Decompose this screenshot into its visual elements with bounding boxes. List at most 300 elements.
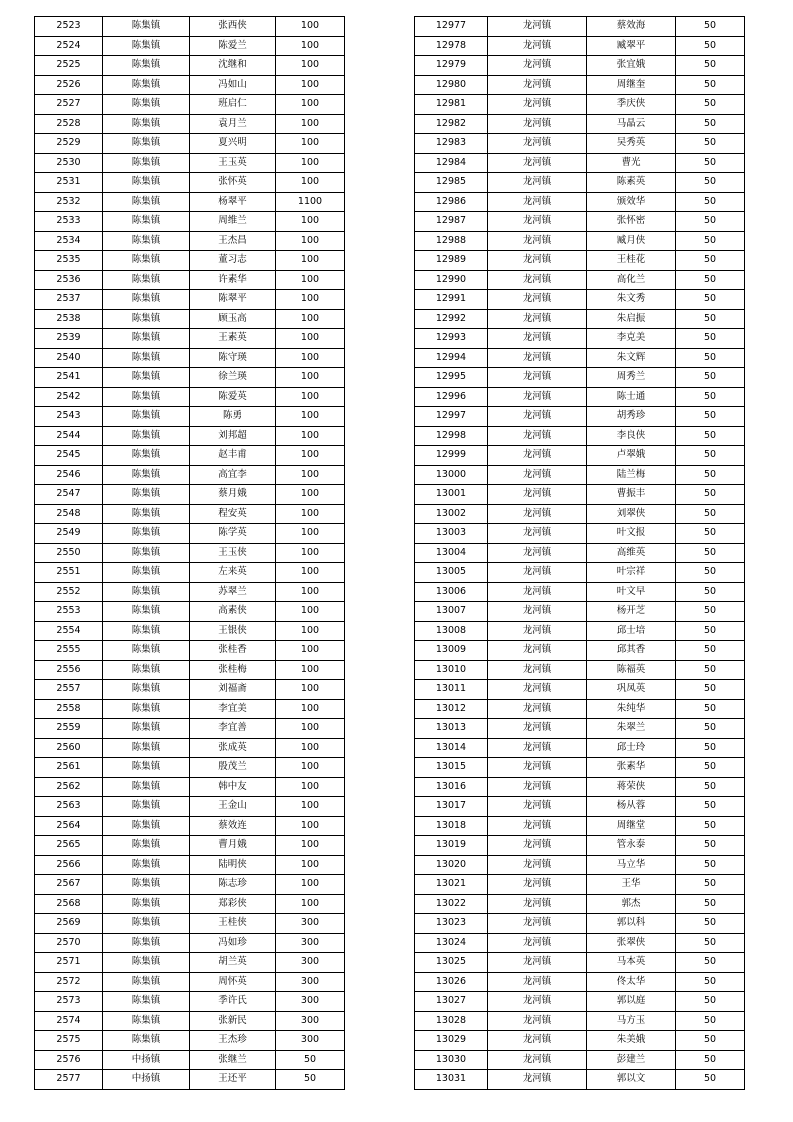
name-cell: 郭以科 [587, 914, 676, 934]
amount-cell: 100 [276, 114, 345, 134]
table-row [415, 95, 745, 115]
row-number-cell: 2525 [35, 56, 103, 76]
amount-cell: 100 [276, 641, 345, 661]
table-row [415, 875, 745, 895]
name-cell: 高化兰 [587, 270, 676, 290]
town-cell: 龙河镇 [488, 933, 587, 953]
table-row [415, 953, 745, 973]
row-number-cell: 2548 [35, 504, 103, 524]
name-cell: 朱翠兰 [587, 719, 676, 739]
town-cell: 龙河镇 [488, 153, 587, 173]
amount-cell: 300 [276, 953, 345, 973]
row-number-cell: 12984 [415, 153, 488, 173]
amount-cell: 50 [676, 758, 745, 778]
table-row [415, 212, 745, 232]
row-number-cell: 2559 [35, 719, 103, 739]
row-number-cell: 13008 [415, 621, 488, 641]
table-row [415, 816, 745, 836]
amount-cell: 50 [676, 504, 745, 524]
left-table [34, 16, 345, 1090]
table-row [35, 485, 345, 505]
amount-cell: 100 [276, 699, 345, 719]
table-row [415, 426, 745, 446]
town-cell: 陈集镇 [103, 17, 190, 37]
row-number-cell: 2540 [35, 348, 103, 368]
table-row [415, 680, 745, 700]
table-row [35, 36, 345, 56]
town-cell: 龙河镇 [488, 134, 587, 154]
table-row [415, 621, 745, 641]
amount-cell: 50 [676, 914, 745, 934]
table-row [415, 329, 745, 349]
town-cell: 陈集镇 [103, 680, 190, 700]
amount-cell: 50 [676, 231, 745, 251]
town-cell: 龙河镇 [488, 387, 587, 407]
town-cell: 龙河镇 [488, 602, 587, 622]
table-row [415, 153, 745, 173]
table-row [35, 407, 345, 427]
table-row [35, 875, 345, 895]
amount-cell: 50 [676, 75, 745, 95]
name-cell: 曹光 [587, 153, 676, 173]
town-cell: 陈集镇 [103, 816, 190, 836]
table-row [35, 387, 345, 407]
table-row [35, 426, 345, 446]
table-row [35, 153, 345, 173]
row-number-cell: 2555 [35, 641, 103, 661]
name-cell: 韩中友 [190, 777, 276, 797]
town-cell: 龙河镇 [488, 875, 587, 895]
name-cell: 邱士玲 [587, 738, 676, 758]
name-cell: 周维兰 [190, 212, 276, 232]
town-cell: 陈集镇 [103, 777, 190, 797]
row-number-cell: 2543 [35, 407, 103, 427]
amount-cell: 50 [676, 270, 745, 290]
name-cell: 刘翠侠 [587, 504, 676, 524]
table-row [415, 251, 745, 271]
table-row [415, 270, 745, 290]
amount-cell: 100 [276, 426, 345, 446]
name-cell: 许素华 [190, 270, 276, 290]
table-row [35, 816, 345, 836]
town-cell: 中扬镇 [103, 1070, 190, 1090]
row-number-cell: 13006 [415, 582, 488, 602]
amount-cell: 50 [676, 563, 745, 583]
amount-cell: 50 [676, 251, 745, 271]
name-cell: 叶文早 [587, 582, 676, 602]
table-row [415, 173, 745, 193]
table-row [415, 524, 745, 544]
amount-cell: 50 [676, 134, 745, 154]
row-number-cell: 2527 [35, 95, 103, 115]
row-number-cell: 13001 [415, 485, 488, 505]
table-row [35, 660, 345, 680]
name-cell: 张怀英 [190, 173, 276, 193]
town-cell: 陈集镇 [103, 621, 190, 641]
table-row [35, 992, 345, 1012]
row-number-cell: 2554 [35, 621, 103, 641]
amount-cell: 100 [276, 212, 345, 232]
name-cell: 刘福斋 [190, 680, 276, 700]
town-cell: 龙河镇 [488, 485, 587, 505]
table-row [35, 836, 345, 856]
table-row [35, 329, 345, 349]
town-cell: 中扬镇 [103, 1050, 190, 1070]
amount-cell: 100 [276, 329, 345, 349]
amount-cell: 50 [676, 114, 745, 134]
amount-cell: 100 [276, 270, 345, 290]
table-row [415, 1031, 745, 1051]
table-row [415, 75, 745, 95]
name-cell: 王桂侠 [190, 914, 276, 934]
row-number-cell: 2569 [35, 914, 103, 934]
amount-cell: 100 [276, 543, 345, 563]
amount-cell: 50 [676, 719, 745, 739]
name-cell: 夏兴明 [190, 134, 276, 154]
table-row [35, 953, 345, 973]
row-number-cell: 2524 [35, 36, 103, 56]
row-number-cell: 13030 [415, 1050, 488, 1070]
town-cell: 龙河镇 [488, 1031, 587, 1051]
town-cell: 陈集镇 [103, 855, 190, 875]
amount-cell: 100 [276, 17, 345, 37]
name-cell: 冯如珍 [190, 933, 276, 953]
town-cell: 龙河镇 [488, 972, 587, 992]
table-row [35, 212, 345, 232]
town-cell: 陈集镇 [103, 543, 190, 563]
amount-cell: 50 [676, 855, 745, 875]
town-cell: 龙河镇 [488, 524, 587, 544]
amount-cell: 100 [276, 36, 345, 56]
town-cell: 陈集镇 [103, 563, 190, 583]
town-cell: 龙河镇 [488, 75, 587, 95]
name-cell: 张新民 [190, 1011, 276, 1031]
name-cell: 颁效华 [587, 192, 676, 212]
town-cell: 龙河镇 [488, 738, 587, 758]
amount-cell: 100 [276, 875, 345, 895]
amount-cell: 100 [276, 777, 345, 797]
row-number-cell: 2575 [35, 1031, 103, 1051]
table-row [35, 465, 345, 485]
town-cell: 龙河镇 [488, 855, 587, 875]
amount-cell: 50 [676, 836, 745, 856]
table-row [35, 914, 345, 934]
amount-cell: 100 [276, 387, 345, 407]
table-row [415, 309, 745, 329]
town-cell: 龙河镇 [488, 680, 587, 700]
name-cell: 胡兰英 [190, 953, 276, 973]
name-cell: 卢翠娥 [587, 446, 676, 466]
name-cell: 沈继和 [190, 56, 276, 76]
name-cell: 张翠侠 [587, 933, 676, 953]
table-row [35, 524, 345, 544]
amount-cell: 50 [676, 387, 745, 407]
name-cell: 郑彩侠 [190, 894, 276, 914]
amount-cell: 50 [676, 407, 745, 427]
table-row [35, 855, 345, 875]
table-row [415, 36, 745, 56]
amount-cell: 50 [276, 1050, 345, 1070]
row-number-cell: 13013 [415, 719, 488, 739]
name-cell: 王还平 [190, 1070, 276, 1090]
name-cell: 高宜李 [190, 465, 276, 485]
row-number-cell: 2562 [35, 777, 103, 797]
row-number-cell: 2574 [35, 1011, 103, 1031]
name-cell: 朱文秀 [587, 290, 676, 310]
amount-cell: 50 [676, 153, 745, 173]
table-row [35, 738, 345, 758]
table-row [415, 56, 745, 76]
amount-cell: 50 [676, 953, 745, 973]
name-cell: 佟太华 [587, 972, 676, 992]
table-row [415, 738, 745, 758]
table-row [35, 933, 345, 953]
row-number-cell: 13007 [415, 602, 488, 622]
row-number-cell: 2577 [35, 1070, 103, 1090]
name-cell: 季许氏 [190, 992, 276, 1012]
amount-cell: 50 [676, 173, 745, 193]
table-row [415, 504, 745, 524]
row-number-cell: 2567 [35, 875, 103, 895]
amount-cell: 50 [676, 212, 745, 232]
name-cell: 臧翠平 [587, 36, 676, 56]
name-cell: 高素侠 [190, 602, 276, 622]
town-cell: 陈集镇 [103, 114, 190, 134]
name-cell: 蔡月娥 [190, 485, 276, 505]
table-row [415, 465, 745, 485]
row-number-cell: 13000 [415, 465, 488, 485]
table-row [35, 446, 345, 466]
town-cell: 龙河镇 [488, 836, 587, 856]
amount-cell: 100 [276, 582, 345, 602]
town-cell: 龙河镇 [488, 953, 587, 973]
name-cell: 季庆侠 [587, 95, 676, 115]
town-cell: 龙河镇 [488, 290, 587, 310]
town-cell: 陈集镇 [103, 153, 190, 173]
table-row [415, 602, 745, 622]
town-cell: 陈集镇 [103, 914, 190, 934]
amount-cell: 50 [676, 894, 745, 914]
row-number-cell: 13009 [415, 641, 488, 661]
town-cell: 龙河镇 [488, 348, 587, 368]
name-cell: 班启仁 [190, 95, 276, 115]
name-cell: 朱纯华 [587, 699, 676, 719]
amount-cell: 300 [276, 992, 345, 1012]
town-cell: 龙河镇 [488, 329, 587, 349]
name-cell: 周继奎 [587, 75, 676, 95]
amount-cell: 50 [676, 1011, 745, 1031]
table-row [415, 992, 745, 1012]
name-cell: 邱其香 [587, 641, 676, 661]
town-cell: 陈集镇 [103, 641, 190, 661]
row-number-cell: 2557 [35, 680, 103, 700]
row-number-cell: 12988 [415, 231, 488, 251]
table-row [35, 621, 345, 641]
row-number-cell: 2563 [35, 797, 103, 817]
row-number-cell: 13002 [415, 504, 488, 524]
table-row [35, 543, 345, 563]
table-row [415, 543, 745, 563]
amount-cell: 50 [676, 485, 745, 505]
row-number-cell: 12978 [415, 36, 488, 56]
name-cell: 王素英 [190, 329, 276, 349]
amount-cell: 300 [276, 933, 345, 953]
name-cell: 张素华 [587, 758, 676, 778]
row-number-cell: 2551 [35, 563, 103, 583]
amount-cell: 100 [276, 56, 345, 76]
name-cell: 陈志珍 [190, 875, 276, 895]
name-cell: 张桂香 [190, 641, 276, 661]
amount-cell: 50 [676, 933, 745, 953]
amount-cell: 100 [276, 368, 345, 388]
table-row [35, 1050, 345, 1070]
town-cell: 龙河镇 [488, 758, 587, 778]
row-number-cell: 12989 [415, 251, 488, 271]
amount-cell: 100 [276, 465, 345, 485]
name-cell: 李克美 [587, 329, 676, 349]
town-cell: 陈集镇 [103, 192, 190, 212]
row-number-cell: 2547 [35, 485, 103, 505]
row-number-cell: 2537 [35, 290, 103, 310]
town-cell: 龙河镇 [488, 407, 587, 427]
town-cell: 龙河镇 [488, 504, 587, 524]
amount-cell: 100 [276, 660, 345, 680]
town-cell: 陈集镇 [103, 485, 190, 505]
amount-cell: 100 [276, 797, 345, 817]
name-cell: 李良侠 [587, 426, 676, 446]
row-number-cell: 13015 [415, 758, 488, 778]
town-cell: 龙河镇 [488, 719, 587, 739]
town-cell: 陈集镇 [103, 56, 190, 76]
amount-cell: 100 [276, 816, 345, 836]
town-cell: 龙河镇 [488, 426, 587, 446]
town-cell: 龙河镇 [488, 251, 587, 271]
town-cell: 龙河镇 [488, 777, 587, 797]
name-cell: 曹振丰 [587, 485, 676, 505]
town-cell: 陈集镇 [103, 407, 190, 427]
amount-cell: 100 [276, 504, 345, 524]
town-cell: 陈集镇 [103, 95, 190, 115]
row-number-cell: 12999 [415, 446, 488, 466]
row-number-cell: 2553 [35, 602, 103, 622]
amount-cell: 300 [276, 1011, 345, 1031]
amount-cell: 50 [676, 777, 745, 797]
town-cell: 龙河镇 [488, 816, 587, 836]
name-cell: 叶文报 [587, 524, 676, 544]
row-number-cell: 2564 [35, 816, 103, 836]
amount-cell: 50 [676, 1050, 745, 1070]
town-cell: 陈集镇 [103, 465, 190, 485]
name-cell: 李宜美 [190, 699, 276, 719]
table-row [35, 95, 345, 115]
row-number-cell: 13012 [415, 699, 488, 719]
amount-cell: 50 [676, 972, 745, 992]
table-row [415, 192, 745, 212]
row-number-cell: 13019 [415, 836, 488, 856]
row-number-cell: 12986 [415, 192, 488, 212]
row-number-cell: 2570 [35, 933, 103, 953]
town-cell: 龙河镇 [488, 446, 587, 466]
name-cell: 陈爱英 [190, 387, 276, 407]
name-cell: 王杰珍 [190, 1031, 276, 1051]
row-number-cell: 13016 [415, 777, 488, 797]
table-row [415, 134, 745, 154]
amount-cell: 50 [676, 56, 745, 76]
amount-cell: 50 [676, 309, 745, 329]
town-cell: 陈集镇 [103, 719, 190, 739]
name-cell: 殷茂兰 [190, 758, 276, 778]
amount-cell: 100 [276, 290, 345, 310]
amount-cell: 50 [676, 582, 745, 602]
amount-cell: 50 [676, 621, 745, 641]
right-table-body [415, 17, 745, 1090]
row-number-cell: 2568 [35, 894, 103, 914]
table-row [415, 582, 745, 602]
name-cell: 刘邦超 [190, 426, 276, 446]
row-number-cell: 13011 [415, 680, 488, 700]
table-row [35, 699, 345, 719]
row-number-cell: 2556 [35, 660, 103, 680]
amount-cell: 50 [676, 446, 745, 466]
amount-cell: 300 [276, 1031, 345, 1051]
town-cell: 龙河镇 [488, 1011, 587, 1031]
row-number-cell: 2526 [35, 75, 103, 95]
town-cell: 陈集镇 [103, 699, 190, 719]
row-number-cell: 2546 [35, 465, 103, 485]
row-number-cell: 12977 [415, 17, 488, 37]
name-cell: 陈爱兰 [190, 36, 276, 56]
table-row [35, 192, 345, 212]
name-cell: 董习志 [190, 251, 276, 271]
table-row [415, 797, 745, 817]
amount-cell: 50 [676, 641, 745, 661]
name-cell: 王玉英 [190, 153, 276, 173]
row-number-cell: 12995 [415, 368, 488, 388]
table-row [35, 173, 345, 193]
name-cell: 王金山 [190, 797, 276, 817]
name-cell: 朱启振 [587, 309, 676, 329]
amount-cell: 50 [676, 329, 745, 349]
row-number-cell: 12996 [415, 387, 488, 407]
name-cell: 张桂梅 [190, 660, 276, 680]
name-cell: 袁月兰 [190, 114, 276, 134]
amount-cell: 50 [676, 348, 745, 368]
row-number-cell: 12985 [415, 173, 488, 193]
table-row [35, 231, 345, 251]
amount-cell: 100 [276, 134, 345, 154]
row-number-cell: 2565 [35, 836, 103, 856]
town-cell: 陈集镇 [103, 1011, 190, 1031]
table-row [415, 290, 745, 310]
row-number-cell: 2549 [35, 524, 103, 544]
name-cell: 张继兰 [190, 1050, 276, 1070]
row-number-cell: 12991 [415, 290, 488, 310]
row-number-cell: 2532 [35, 192, 103, 212]
amount-cell: 100 [276, 173, 345, 193]
row-number-cell: 2538 [35, 309, 103, 329]
amount-cell: 50 [676, 426, 745, 446]
name-cell: 杨从蓉 [587, 797, 676, 817]
town-cell: 陈集镇 [103, 134, 190, 154]
row-number-cell: 13028 [415, 1011, 488, 1031]
town-cell: 陈集镇 [103, 660, 190, 680]
row-number-cell: 13014 [415, 738, 488, 758]
row-number-cell: 13029 [415, 1031, 488, 1051]
row-number-cell: 2541 [35, 368, 103, 388]
name-cell: 陈翠平 [190, 290, 276, 310]
table-row [415, 719, 745, 739]
table-row [35, 680, 345, 700]
